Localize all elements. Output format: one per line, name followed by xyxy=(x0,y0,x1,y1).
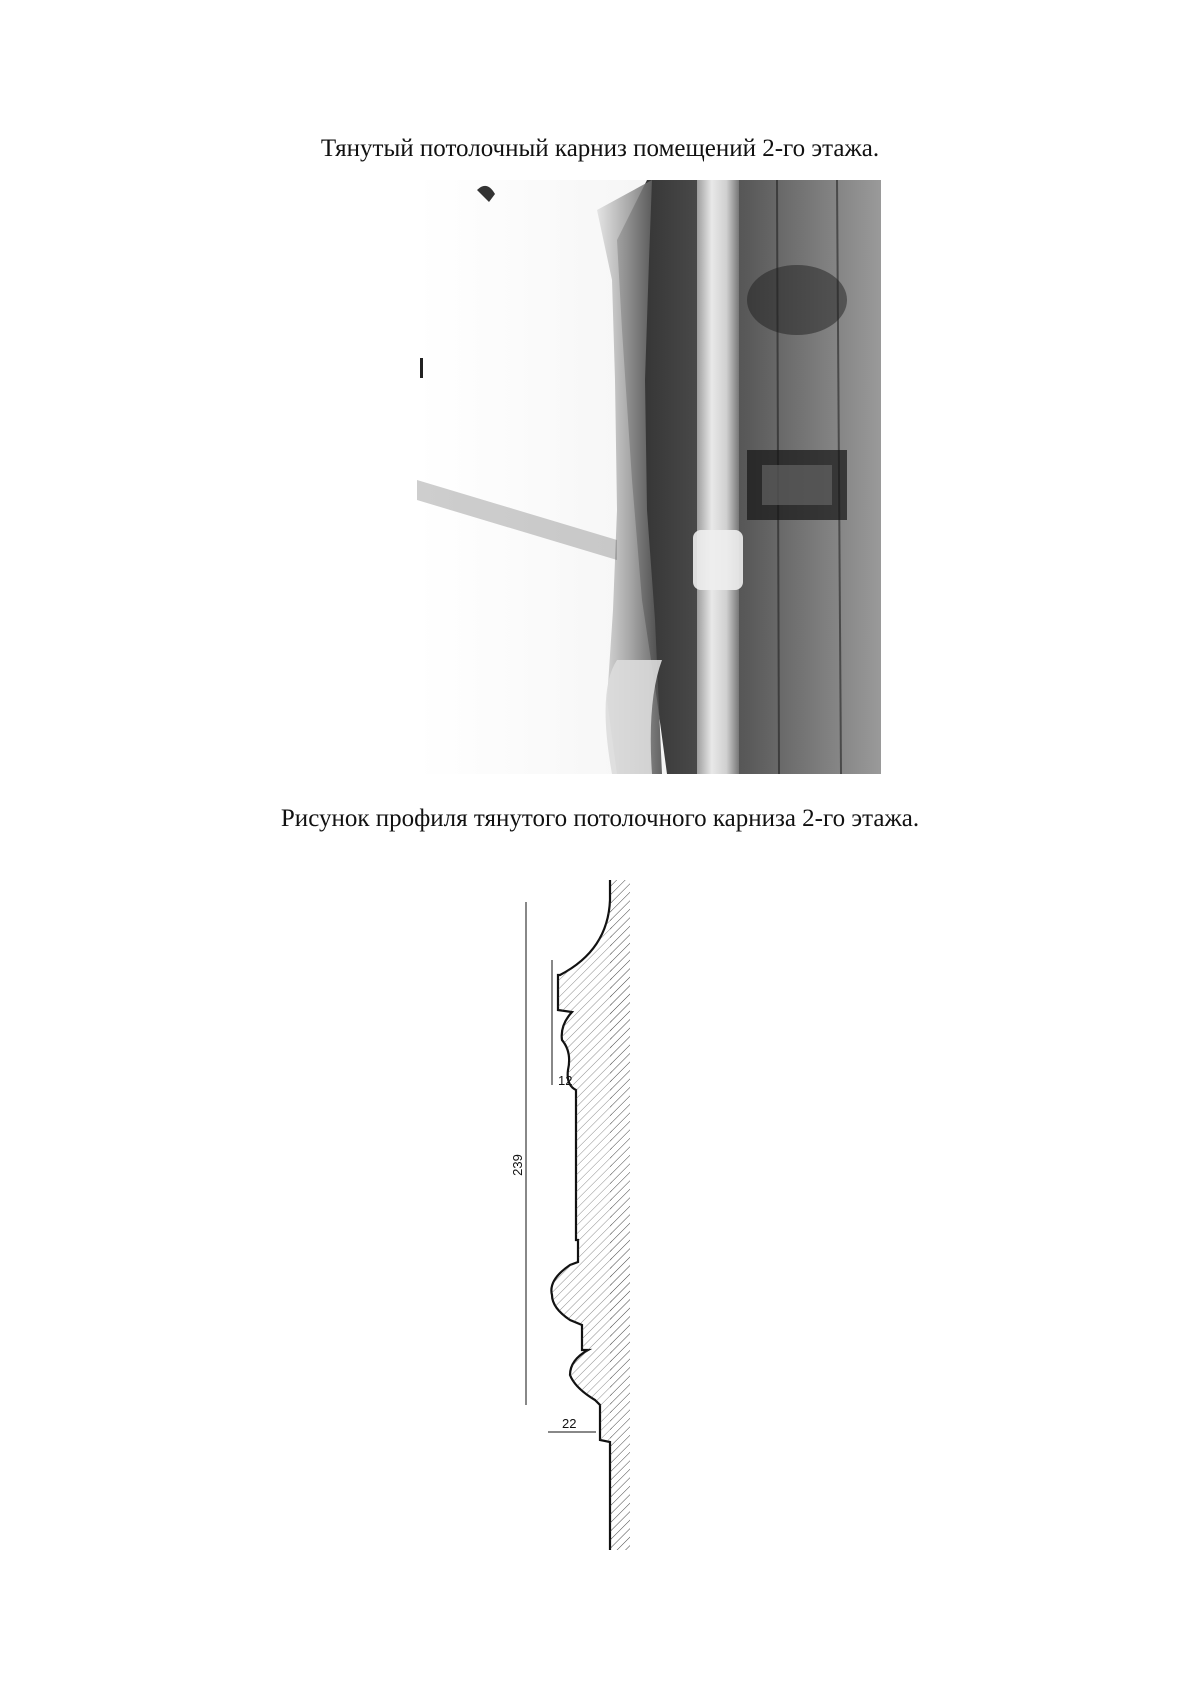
wall-hatch xyxy=(610,880,630,1550)
cornice-photo xyxy=(417,180,881,774)
dim-label-offset: 12 xyxy=(558,1073,573,1088)
cornice-profile-drawing xyxy=(510,880,700,1550)
photo-caption: Тянутый потолочный карниз помещений 2-го этажа. xyxy=(320,135,880,162)
dim-label-height: 239 xyxy=(510,1154,525,1176)
dim-label-projection: 22 xyxy=(562,1416,577,1431)
profile-caption: Рисунок профиля тянутого потолочного карниза 2-го этажа. xyxy=(280,805,920,832)
